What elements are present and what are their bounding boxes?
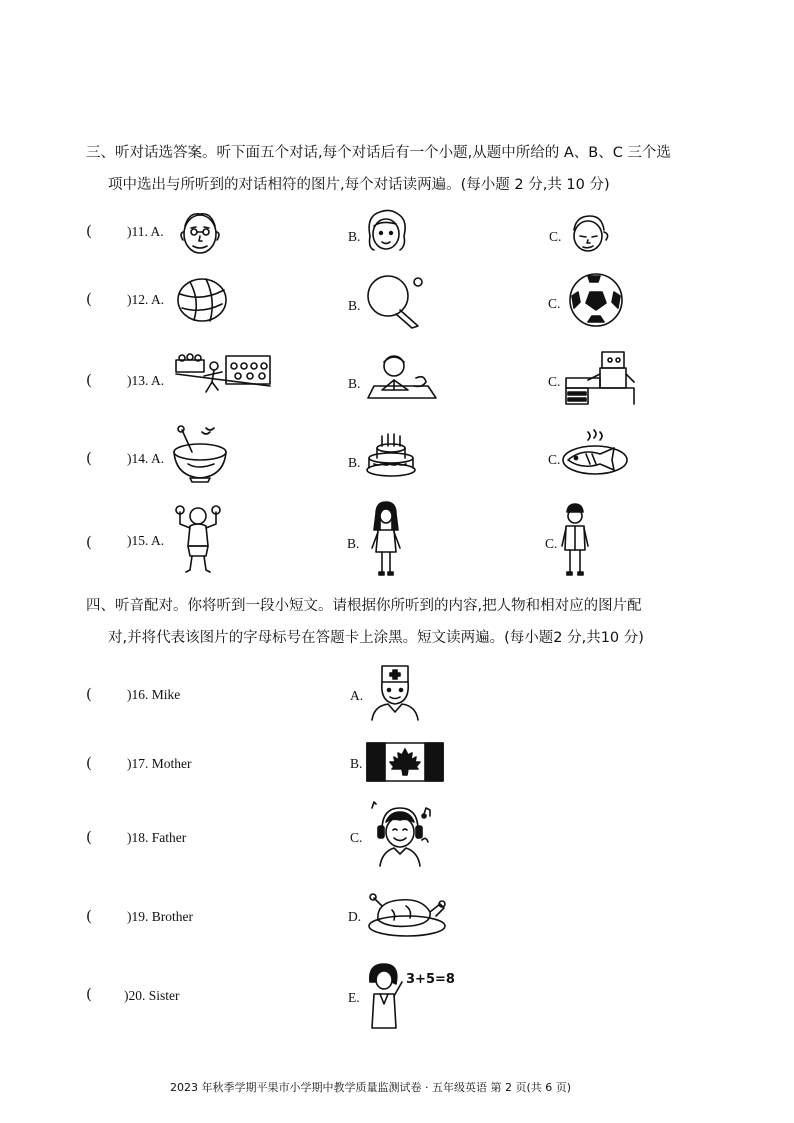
option-b-label: B. (350, 756, 363, 771)
basketball-icon[interactable] (176, 276, 228, 324)
option-b-label: B. (348, 229, 361, 244)
old-man-face-icon[interactable] (175, 208, 225, 256)
ping-pong-paddle-icon[interactable] (362, 272, 424, 330)
question-number: )17. Mother (127, 756, 192, 771)
option-c-label: C. (545, 536, 558, 551)
option-c-label: C. (350, 830, 363, 845)
roast-chicken-icon[interactable] (366, 888, 448, 940)
page-footer: 2023 年秋季学期平果市小学期中教学质量监测试卷 · 五年级英语 第 2 页(共 6 页) (170, 1081, 572, 1094)
boy-standing-icon[interactable] (558, 502, 592, 578)
doctor-icon[interactable] (368, 662, 422, 722)
section3-title-line2: 项中选出与所听到的对话相符的图片,每个对话读两遍。(每小题 2 分,共 10 分) (108, 177, 610, 193)
teacher-figure-icon (366, 960, 406, 1030)
answer-paren[interactable]: ( (86, 449, 92, 467)
girl-long-hair-icon[interactable] (368, 500, 404, 578)
answer-paren[interactable]: ( (86, 222, 92, 240)
section4-title-line2: 对,并将代表该图片的字母标号在答题卡上涂黑。短文读两遍。(每小题2 分,共10 分) (108, 630, 644, 646)
option-b-label: B. (347, 536, 360, 551)
question-number: )15. A. (127, 533, 165, 548)
answer-paren[interactable]: ( (86, 533, 92, 551)
option-b-label: B. (348, 455, 361, 470)
strong-man-icon[interactable] (174, 502, 222, 576)
robot-at-desk-icon[interactable] (560, 346, 640, 408)
section3-title-line1: 三、听对话选答案。听下面五个对话,每个对话后有一个小题,从题中所给的 A、B、C 三个选 (86, 145, 671, 161)
girl-face-icon[interactable] (362, 206, 410, 254)
soup-bowl-icon[interactable] (170, 424, 230, 486)
question-number: )14. A. (127, 451, 165, 466)
boy-face-icon[interactable] (566, 210, 612, 254)
answer-paren[interactable]: ( (86, 985, 92, 1003)
canada-flag-icon[interactable] (366, 742, 444, 782)
question-number: )18. Father (127, 830, 187, 845)
question-number: )19. Brother (127, 909, 193, 924)
answer-paren[interactable]: ( (86, 907, 92, 925)
option-c-label: C. (549, 229, 562, 244)
option-c-label: C. (548, 452, 561, 467)
question-number: )12. A. (127, 292, 165, 307)
option-c-label: C. (548, 296, 561, 311)
answer-paren[interactable]: ( (86, 685, 92, 703)
math-equation-text: 3+5=8 (406, 972, 455, 987)
soccer-ball-icon[interactable] (566, 272, 626, 328)
option-a-label: A. (350, 688, 364, 703)
running-race-icon[interactable] (174, 350, 274, 396)
teacher-math-icon[interactable] (366, 960, 455, 1030)
question-number: )11. A. (127, 224, 164, 239)
answer-paren[interactable]: ( (86, 754, 92, 772)
answer-paren[interactable]: ( (86, 828, 92, 846)
boy-with-headphones-icon[interactable] (368, 800, 434, 868)
fish-dish-icon[interactable] (560, 428, 630, 476)
option-b-label: B. (348, 376, 361, 391)
option-c-label: C. (548, 374, 561, 389)
answer-paren[interactable]: ( (86, 290, 92, 308)
birthday-cake-icon[interactable] (364, 432, 418, 478)
option-e-label: E. (348, 990, 360, 1005)
question-number: )20. Sister (124, 988, 180, 1003)
option-b-label: B. (348, 298, 361, 313)
question-number: )16. Mike (127, 687, 181, 702)
question-number: )13. A. (127, 373, 165, 388)
option-d-label: D. (348, 909, 362, 924)
boy-reading-icon[interactable] (364, 352, 440, 404)
answer-paren[interactable]: ( (86, 371, 92, 389)
section4-title-line1: 四、听音配对。你将听到一段小短文。请根据你所听到的内容,把人物和相对应的图片配 (86, 598, 642, 614)
